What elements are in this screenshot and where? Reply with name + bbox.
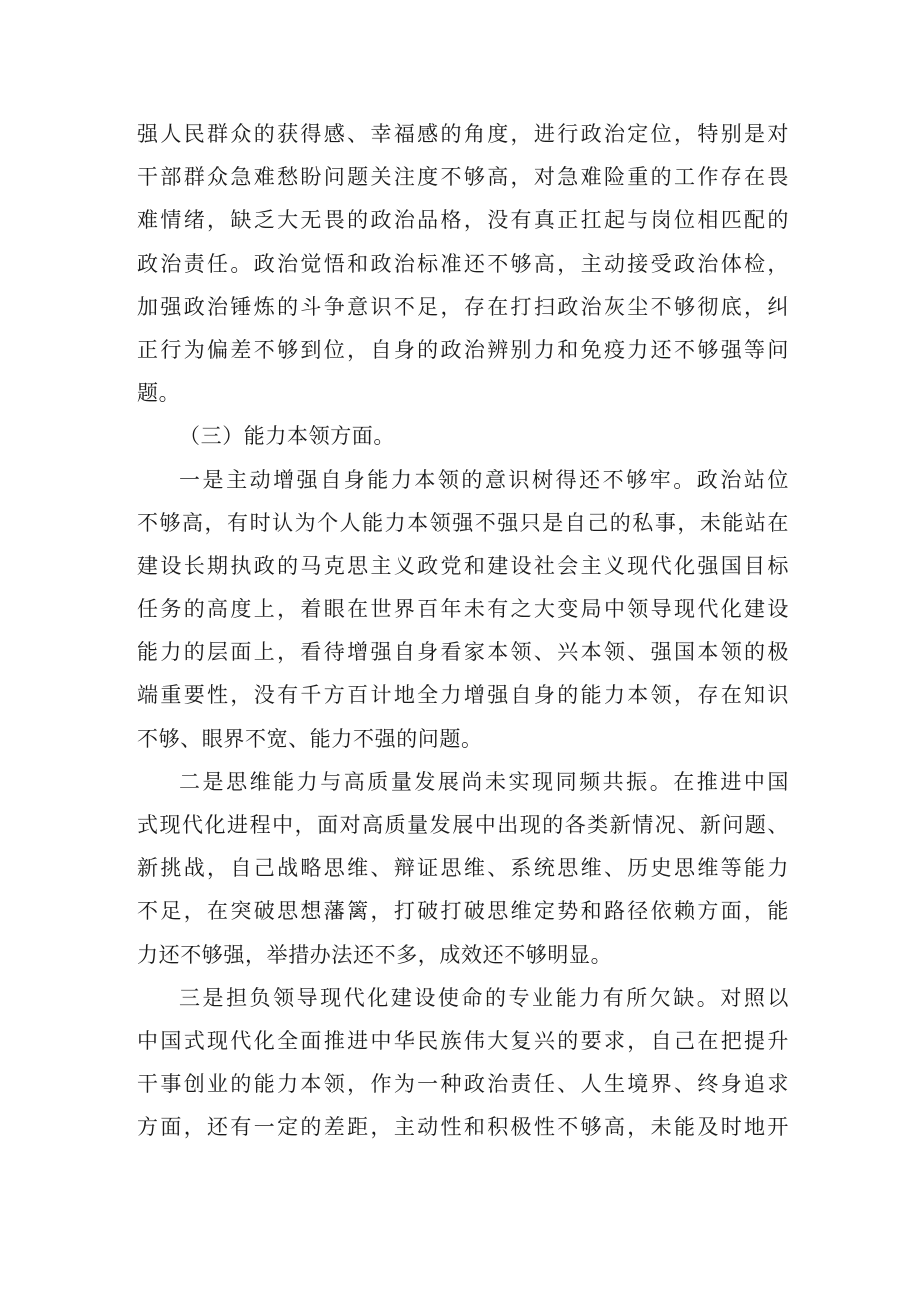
text-line: 中国式现代化全面推进中华民族伟大复兴的要求，自己在把提升 (137, 1028, 789, 1053)
text-line: 难情绪，缺乏大无畏的政治品格，没有真正扛起与岗位相匹配的 (137, 208, 789, 233)
text-line: 能力的层面上，看待增强自身看家本领、兴本领、强国本领的极 (137, 640, 789, 665)
paragraph-2 (137, 459, 789, 761)
text-line: 方面，还有一定的差距，主动性和积极性不够高，未能及时地开 (137, 1115, 789, 1140)
document-body (137, 113, 789, 1150)
text-line: 式现代化进程中，面对高质量发展中出现的各类新情况、新问题、 (137, 813, 789, 837)
text-line: 干事创业的能力本领，作为一种政治责任、人生境界、终身追求 (137, 1072, 789, 1097)
text-line: 不够、眼界不宽、能力不强的问题。 (137, 726, 483, 751)
text-line: 一是主动增强自身能力本领的意识树得还不够牢。政治站位 (179, 467, 789, 492)
text-line: 干部群众急难愁盼问题关注度不够高，对急难险重的工作存在畏 (137, 165, 789, 190)
text-line: 力还不够强，举措办法还不多，成效还不够明显。 (137, 942, 613, 967)
text-line: 新挑战，自己战略思维、辩证思维、系统思维、历史思维等能力 (137, 856, 789, 881)
text-line: 题。 (137, 381, 181, 406)
paragraph-4 (137, 977, 789, 1150)
text-line: 任务的高度上，着眼在世界百年未有之大变局中领导现代化建设 (137, 597, 789, 622)
text-line: 强人民群众的获得感、幸福感的角度，进行政治定位，特别是对 (137, 122, 789, 146)
text-line: 三是担负领导现代化建设使命的专业能力有所欠缺。对照以 (179, 985, 789, 1010)
text-line: 二是思维能力与高质量发展尚未实现同频共振。在推进中国 (179, 769, 789, 794)
text-line: 正行为偏差不够到位，自身的政治辨别力和免疫力还不够强等问 (137, 337, 789, 362)
paragraph-3 (137, 761, 789, 977)
paragraph-1 (137, 113, 789, 415)
text-line: 政治责任。政治觉悟和政治标准还不够高，主动接受政治体检， (137, 251, 789, 276)
text-line: 不足，在突破思想藩篱，打破打破思维定势和路径依赖方面，能 (137, 899, 789, 924)
text-line: 不够高，有时认为个人能力本领强不强只是自己的私事，未能站在 (137, 510, 789, 535)
text-line: 端重要性，没有千方百计地全力增强自身的能力本领，存在知识 (137, 683, 789, 708)
text-line: 建设长期执政的马克思主义政党和建设社会主义现代化强国目标 (137, 553, 789, 578)
text-line: 加强政治锤炼的斗争意识不足，存在打扫政治灰尘不够彻底，纠 (137, 294, 789, 319)
section-heading: （三）能力本领方面。 (179, 424, 395, 449)
